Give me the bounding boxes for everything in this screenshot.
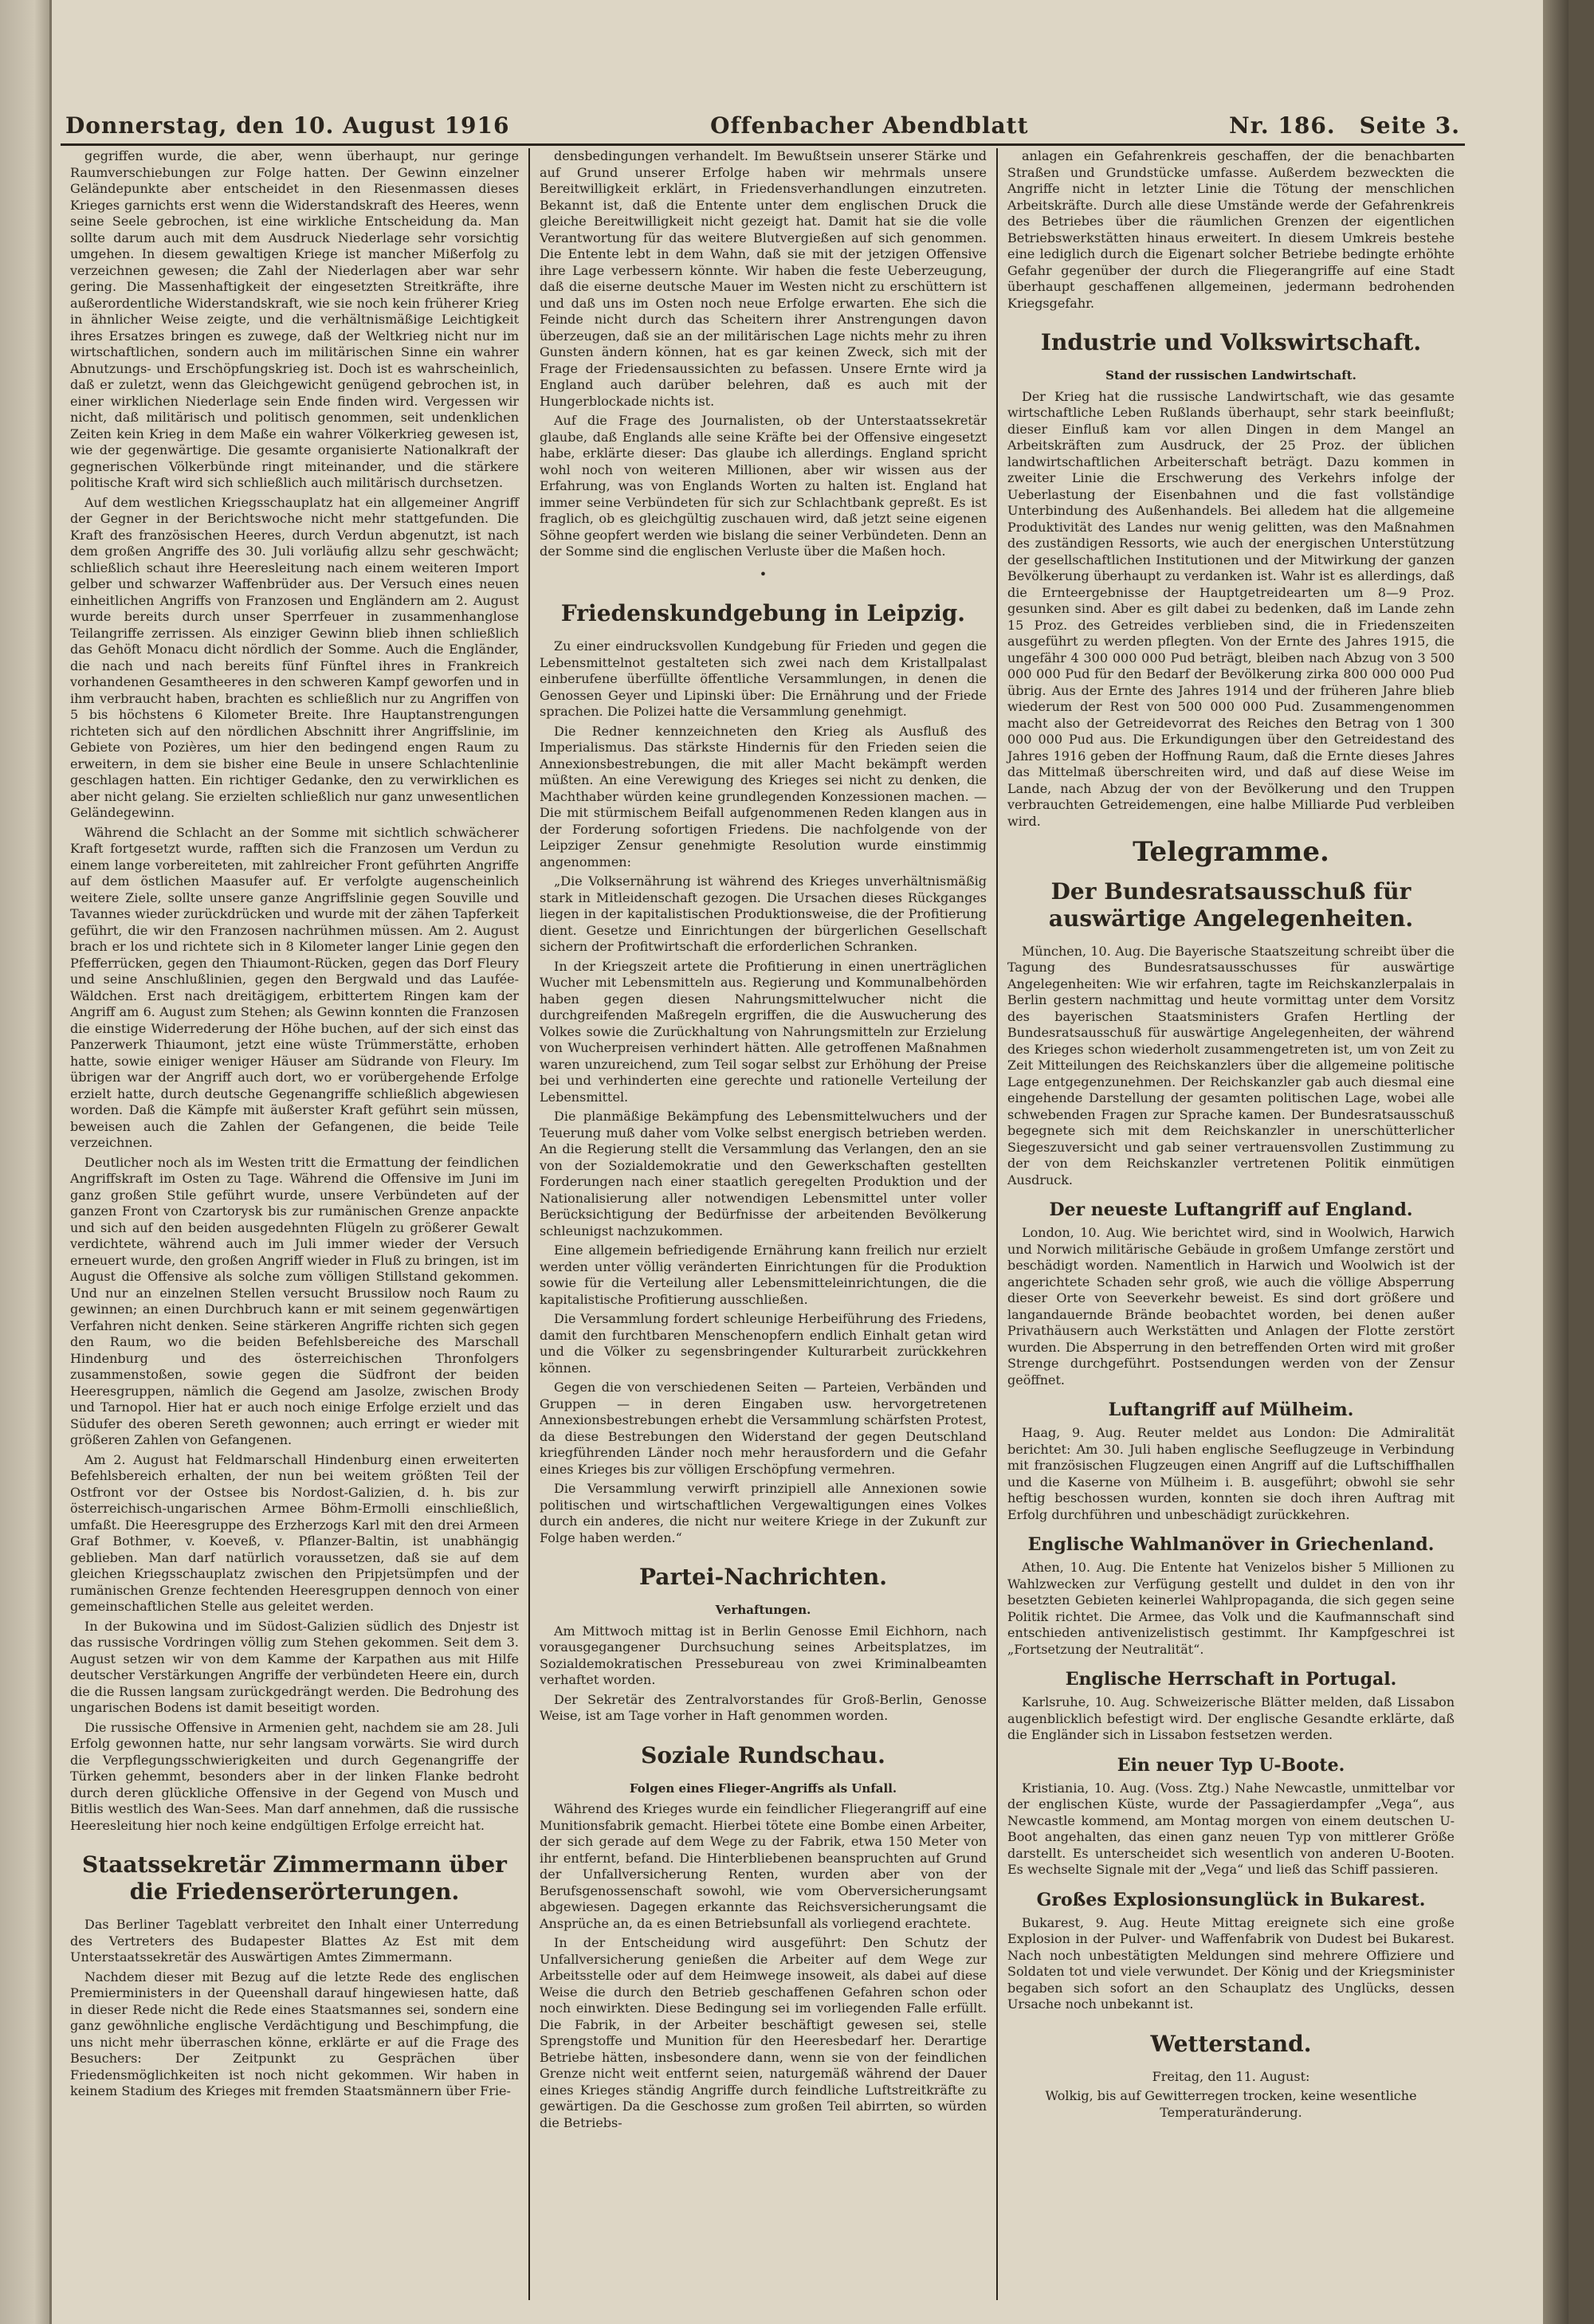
section-headline: Der Bundesratsausschuß für auswärtige Angelegenheiten. — [1048, 877, 1414, 932]
news-headline: Englische Wahlmanöver in Griechenland. — [1027, 1534, 1435, 1555]
article-paragraph: Die russische Offensive in Armenien geht, nachdem sie am 28. Juli Erfolg gewonnen hatte, nur sehr langsam vorwärts. Sie wird durch die Verpflegungsschwierigkeiten und durch Gegenangriffe der Türken gehemmt, besonders aber in der linken Flanke bedroht durch deren glückliche Offensive in der Gegend von Musch und Bitlis westlich des Wan-Sees. Man darf annehmen, daß die russische Heeresleitung hier noch keine endgültigen Erfolge erreicht hat. — [70, 1719, 519, 1833]
article-paragraph: Bukarest, 9. Aug. Heute Mittag ereignete sich eine große Explosion in der Pulver- und Waffenfabrik von Dudest bei Bukarest. Nach noch unbestätigten Meldungen sind mehrere Offiziere und Soldaten tot und viele verwundet. Der König und der Kriegsminister begaben sich sofort an den Schauplatz des Unglücks, dessen Ursache noch unbekannt ist. — [1007, 1914, 1455, 2012]
binding-strip — [0, 0, 52, 2324]
news-headline: Luftangriff auf Mülheim. — [1108, 1400, 1354, 1420]
article-paragraph: Das Berliner Tageblatt verbreitet den Inhalt einer Unterredung des Vertreters des Budapester Blattes Az Est mit dem Unterstaatssekretär des Auswärtigen Amtes Zimmermann. — [70, 1917, 519, 1965]
article-paragraph: London, 10. Aug. Wie berichtet wird, sind in Woolwich, Harwich und Norwich militärische Gebäude in großem Umfange zerstört und beschädigt worden. Namentlich in Harwich und Woolwich ist der angerichtete Schaden sehr groß, wie auch die völlige Absperrung dieser Orte von Seeverkehr beweist. Es sind dort größere und langandauernde Brände beobachtet worden, bei denen außer Privathäusern auch Werkstätten und Anlagen der Flotte zerstört wurden. Die Absperrung in den betreffenden Orten wird mit großer Strenge durchgeführt. Postsendungen werden von der Zensur geöffnet. — [1007, 1225, 1455, 1388]
article-paragraph: Auf die Frage des Journalisten, ob der Unterstaatssekretär glaube, daß Englands alle seine Kräfte bei der Offensive eingesetzt habe, erklärte dieser: Das glaube ich allerdings. England spricht wohl noch von weiteren Millionen, aber wir wissen aus der Erfahrung, was von Englands Worten zu halten ist. England hat immer seine Verbündeten für sich zur Schlachtbank gepreßt. Es ist fraglich, ob es gleichgültig zuschauen wird, daß jetzt seine eigenen Söhne geopfert werden wie bislang die seiner Verbündeten. Denn an der Somme sind die englischen Verluste über die Maßen hoch. — [540, 413, 987, 559]
page-edge-shadow — [1543, 0, 1568, 2324]
article-columns — [61, 148, 1465, 2300]
section-headline: Partei-Nachrichten. — [639, 1564, 887, 1590]
section-headline: Soziale Rundschau. — [641, 1741, 885, 1769]
article-paragraph: Haag, 9. Aug. Reuter meldet aus London: Die Admiralität berichtet: Am 30. Juli haben englische Seeflugzeuge in Verbindung mit französischen Flugzeugen einen Angriff auf die Luftschiffhallen und die Kaserne von Mülheim i. B. ausgeführt; obwohl sie sehr heftig beschossen wurden, konnten sie doch ihren Auftrag mit Erfolg durchführen und unbeschädigt zurückkehren. — [1007, 1425, 1455, 1522]
article-paragraph: Die Versammlung verwirft prinzipiell alle Annexionen sowie politischen und wirtschaftlichen Vergewaltigungen eines Volkes durch ein anderes, die nicht nur weitere Kriege in der Zukunft zur Folge haben werden.“ — [540, 1481, 987, 1545]
article-paragraph: München, 10. Aug. Die Bayerische Staatszeitung schreibt über die Tagung des Bundesratsausschusses für auswärtige Angelegenheiten: Wie wir erfahren, tagte im Reichskanzlerpalais in Berlin gestern nachmittag und heute vormittag unter dem Vorsitz des bayerischen Staatsministers Grafen Hertling der Bundesratsausschuß für auswärtige Angelegenheiten, der während des Krieges schon wiederholt zusammengetreten ist, um von Zeit zu Zeit Mitteilungen des Reichskanzlers über die allgemeine politische Lage entgegenzunehmen. Der Reichskanzler gab auch diesmal eine eingehende Darstellung der gesamten politischen Lage, wobei alle schwebenden Fragen zur Sprache kamen. Der Bundesratsausschuß begegnete sich mit dem Reichskanzler in unerschütterlicher Siegeszuversicht und gab seiner vertrauensvollen Zustimmung zu der von dem Reichskanzler vertretenen Politik einmütigen Ausdruck. — [1007, 943, 1455, 1188]
article-paragraph: Gegen die von verschiedenen Seiten — Parteien, Verbänden und Gruppen — in deren Eingaben usw. hervorgetretenen Annexionsbestrebungen erhebt die Versammlung schärfsten Protest, da diese Bestrebungen den Widerstand der gegen Deutschland kriegführenden Länder noch mehr herausfordern und die Gefahr eines Krieges bis zur völligen Erschöpfung vermehren. — [540, 1380, 987, 1477]
masthead-page: Seite 3. — [1359, 112, 1460, 139]
article-paragraph: Athen, 10. Aug. Die Entente hat Venizelos bisher 5 Millionen zu Wahlzwecken zur Verfügung gestellt und duldet in den von ihr besetzten Gebieten keinerlei Wahlpropaganda, die sich gegen seine Politik richtet. Die Armee, das Volk und die Kaufmannschaft sind entschieden antivenizelistisch gestimmt. Ihr Kampfgeschrei ist „Fortsetzung der Neutralität“. — [1007, 1560, 1455, 1657]
weather-text: Wolkig, bis auf Gewitterregen trocken, keine wesentliche Temperaturänderung. — [1045, 2088, 1417, 2120]
subheadline: Verhaftungen. — [715, 1603, 811, 1617]
subheadline: Stand der russischen Landwirtschaft. — [1105, 368, 1356, 383]
article-paragraph: Während des Krieges wurde ein feindlicher Fliegerangriff auf eine Munitionsfabrik gemacht. Hierbei tötete eine Bombe einen Arbeiter, der sich gerade auf dem Wege zu der Fabrik, etwa 150 Meter von ihr entfernt, befand. Die Hinterbliebenen beanspruchten auf Grund der Unfallversicherung Renten, wurden aber von der Berufsgenossenschaft sowohl, wie vom Oberversicherungsamt abgewiesen. Dagegen erkannte das Reichsversicherungsamt die Ansprüche an, da es einen Betriebsunfall als vorliegend erachtete. — [540, 1801, 987, 1931]
article-paragraph: Karlsruhe, 10. Aug. Schweizerische Blätter melden, daß Lissabon augenblicklich befestigt wird. Der englische Gesandte erklärte, daß die Engländer sich in Lissabon festsetzen werden. — [1007, 1694, 1455, 1742]
article-paragraph: Am 2. August hat Feldmarschall Hindenburg einen erweiterten Befehlsbereich erhalten, der nun bei weitem größten Teil der Ostfront vor der Ostsee bis Nordost-Galizien, d. h. bis zur österreichisch-ungarischen Armee Böhm-Ermolli einschließlich, umfaßt. Die Heeresgruppe des Erzherzogs Karl mit den drei Armeen Graf Bothmer, v. Koeveß, v. Pflanzer-Baltin, ist unabhängig geblieben. Man darf natürlich voraussetzen, daß sie auf dem gleichen Kriegsschauplatz zwischen den Pripjetsümpfen und der rumänischen Grenze fechtenden Heeresgruppen dennoch von einer gemeinschaftlichen Stelle aus geleitet werden. — [70, 1451, 519, 1614]
column-2 — [528, 148, 996, 2300]
article-paragraph: Deutlicher noch als im Westen tritt die Ermattung der feindlichen Angriffskraft im Osten zu Tage. Während die Offensive im Juni im ganz großen Stile geführt wurde, unsere Verbündeten auf der ganzen Front von Czartorysk bis zur rumänischen Grenze anpackte und sich auf den beiden ausgedehnten Flügeln zu größerer Gewalt verdichtete, während auch im Juli immer wieder der Versuch erneuert wurde, den großen Angriff wieder in Fluß zu bringen, ist im August die Offensive als solche zum völligen Stillstand gekommen. Und nur an einzelnen Stellen versucht Brussilow noch Raum zu gewinnen; an einen Durchbruch kann er mit seinem gegenwärtigen Verfahren nicht denken. Seine stärkeren Angriffe richten sich gegen den Raum, wo die beiden Befehlsbereiche des Marschall Hindenburg und des österreichischen Thronfolgers zusammenstoßen, sowie gegen die Südfront der beiden Heeresgruppen, nämlich die Gegend am Jasolze, zwischen Brody und Tarnopol. Hier hat er auch noch einige Erfolge erzielt und das Südufer des oberen Sereth gewonnen; auch erringt er wieder mit größeren Zahlen von Gefangenen. — [70, 1154, 519, 1447]
article-paragraph: In der Entscheidung wird ausgeführt: Den Schutz der Unfallversicherung genießen die Arbeiter auf dem Wege zur Arbeitsstelle oder auf dem Heimwege insoweit, als dabei auf diese Weise die durch den Betrieb geschaffenen Gefahren schon oder noch einwirkten. Diese Bedingung sei im vorliegenden Falle erfüllt. Die Fabrik, in der Arbeiter beschäftigt gewesen sei, stelle Sprengstoffe und Munition für den Heeresbedarf her. Derartige Betriebe hätten, insbesondere dann, wenn sie von der feindlichen Grenze nicht weit entfernt seien, naturgemäß während der Dauer eines Krieges ständig Angriffe durch feindliche Luftstreitkräfte zu gewärtigen. Da die Geschosse zum großen Teil abirrten, so würden die Betriebs- — [540, 1935, 987, 2130]
page-content — [61, 102, 1465, 2130]
article-paragraph: Eine allgemein befriedigende Ernährung kann freilich nur erzielt werden unter völlig veränderten Einrichtungen für die Produktion sowie für die Verteilung aller Lebensmitteleinrichtungen, die die kapitalistische Profitierung ausschließen. — [540, 1242, 987, 1307]
section-title: Telegramme. — [1133, 836, 1329, 868]
article-paragraph: „Die Volksernährung ist während des Krieges unverhältnismäßig stark in Mitleidenschaft gezogen. Die Ursachen dieses Rückganges liegen in der kapitalistischen Produktionsweise, die der Profitierung dient. Gesetze und Einrichtungen der bürgerlichen Gesellschaft sichern der Profitwirtschaft die erforderlichen Schranken. — [540, 873, 987, 954]
article-paragraph: Die planmäßige Bekämpfung des Lebensmittelwuchers und der Teuerung muß daher vom Volke selbst energisch betrieben werden. An die Regierung stellt die Versammlung das Verlangen, den an sie von der Sozialdemokratie und den Gewerkschaften gestellten Forderungen nach einer staatlich geregelten Produktion und der Nationalisierung aller notwendigen Lebensmittel unter voller Berücksichtigung der Bedürfnisse der arbeitenden Bevölkerung schleunigst nachzukommen. — [540, 1109, 987, 1239]
section-headline: Wetterstand. — [1150, 2030, 1312, 2057]
section-headline: Friedenskundgebung in Leipzig. — [560, 600, 966, 626]
subheadline: Folgen eines Flieger-Angriffs als Unfall. — [629, 1780, 897, 1796]
article-paragraph: Nachdem dieser mit Bezug auf die letzte Rede des englischen Premierministers in der Queenshall darauf hingewiesen hatte, daß in dieser Rede nicht die Rede eines Staatsmannes sei, sondern eine ganz gewöhnliche englische Verdächtigung und Beschimpfung, die uns nicht mehr überraschen könne, erklärte er auf die Frage des Besuchers: Der Zeitpunkt zu Gesprächen über Friedensmöglichkeiten ist noch nicht gekommen. Wir haben in keinem Stadium des Krieges mit fremden Staatsmännern über Frie- — [70, 1969, 519, 2098]
article-paragraph: Kristiania, 10. Aug. (Voss. Ztg.) Nahe Newcastle, unmittelbar vor der englischen Küste, wurde der Passagierdampfer „Vega“, aus Newcastle kommend, am Montag morgen von einem deutschen U-Boot angehalten, das einen ganz neuen Typ von mittlerer Größe darstellt. Es unterscheidet sich wesentlich von anderen U-Booten. Es wechselte Signale mit der „Vega“ und ließ das Schiff passieren. — [1007, 1780, 1455, 1877]
article-paragraph: Der Sekretär des Zentralvorstandes für Groß-Berlin, Genosse Weise, ist am Tage vorher in Haft genommen worden. — [540, 1691, 987, 1723]
article-paragraph: densbedingungen verhandelt. Im Bewußtsein unserer Stärke und auf Grund unserer Erfolge haben wir mehrmals unsere Bereitwilligkeit erklärt, in Friedensverhandlungen einzutreten. Bekannt ist, daß die Entente unter dem englischen Druck die gleiche Bereitwilligkeit nicht gezeigt hat. Damit hat sie die volle Verantwortung für das weitere Blutvergießen auf sich genommen. Die Entente lebt in dem Wahn, daß sie mit der jetzigen Offensive ihre Lage verbessern könnte. Wir haben die feste Ueberzeugung, daß die eiserne deutsche Mauer im Westen nicht zu erschüttern ist und daß uns im Osten noch neue Erfolge erwarten. Ehe sich die Feinde nicht durch das Scheitern ihrer Anstrengungen davon überzeugen, daß sie an der militärischen Lage nichts mehr zu ihren Gunsten ändern können, hat es gar keinen Zweck, sich mit der Frage der Friedensaussichten zu befassen. Unsere Ernte wird ja England auch darüber belehren, daß es auch mit der Hungerblockade nichts ist. — [540, 148, 987, 409]
news-headline: Der neueste Luftangriff auf England. — [1049, 1199, 1413, 1220]
section-headline: Staatssekretär Zimmermann über die Friedenserörterungen. — [82, 1851, 507, 1905]
masthead-right — [1229, 112, 1460, 139]
masthead-issue: Nr. 186. — [1229, 112, 1336, 139]
news-headline: Englische Herrschaft in Portugal. — [1065, 1669, 1397, 1690]
article-paragraph: Am Mittwoch mittag ist in Berlin Genosse Emil Eichhorn, nach vorausgegangener Durchsuchung seines Arbeitsplatzes, im Sozialdemokratischen Pressebureau von zwei Kriminalbeamten verhaftet worden. — [540, 1623, 987, 1687]
article-paragraph: In der Kriegszeit artete die Profitierung in einen unerträglichen Wucher mit Lebensmitteln aus. Regierung und Kommunalbehörden haben gegen diesen Nahrungsmittelwucher nicht die durchgreifenden Maßregeln ergriffen, die die Auswucherung des Volkes sowie die Zurückhaltung von Nahrungsmitteln zur Erzielung von Wucherpreisen verhindert hätten. Alle getroffenen Maßnahmen waren unzureichend, zum Teil sogar selbst zur Erhöhung der Preise bei und verhinderten eine gerechte und rationelle Verteilung der Lebensmittel. — [540, 958, 987, 1105]
column-1 — [61, 148, 528, 2300]
article-paragraph: anlagen ein Gefahrenkreis geschaffen, der die benachbarten Straßen und Grundstücke umfasse. Außerdem bezweckten die Angriffe nicht in letzter Linie die Tötung der menschlichen Arbeitskräfte. Durch alle diese Umstände werde der Gefahrenkreis des Betriebes über die räumlichen Grenzen der eigentlichen Betriebswerkstätten hinaus erweitert. In diesem Umkreis bestehe eine lediglich durch die Eigenart solcher Betriebe bedingte erhöhte Gefahr gegenüber der durch die Fliegerangriffe auf eine Stadt überhaupt geschaffenen allgemeinen, jedermann bedrohenden Kriegsgefahr. — [1007, 148, 1455, 311]
weather-text: Freitag, den 11. August: — [1152, 2068, 1310, 2084]
article-paragraph: gegriffen wurde, die aber, wenn überhaupt, nur geringe Raumverschiebungen zur Folge hatten. Der Gewinn einzelner Geländepunkte aber entscheidet in den Riesenmassen dieses Krieges garnichts erst wenn die Widerstandskraft des Heeres, wenn seine Seele gebrochen, ist eine wirkliche Entscheidung da. Man sollte darum auch mit dem Ausdruck Niederlage sehr vorsichtig umgehen. In diesem gewaltigen Kriege ist mancher Mißerfolg zu verzeichnen gewesen; die Zahl der Niederlagen aber war sehr gering. Die Massenhaftigkeit der eingesetzten Streitkräfte, ihre außerordentliche Widerstandskraft, wie sie noch kein früherer Krieg in ähnlicher Weise zeigte, und die verhältnismäßige Leichtigkeit ihres Ersatzes bringen es zuwege, daß der Weltkrieg nicht nur im wirtschaftlichen, sondern auch im militärischen Sinne ein wahrer Abnutzungs- und Erschöpfungskrieg ist. Doch ist es wahrscheinlich, daß er zuletzt, wenn das Gleichgewicht genügend gebrochen ist, in einer wirklichen Niederlage sein Ende finden wird. Vergessen wir nicht, daß militärisch und politisch genommen, seit undenklichen Zeiten kein Krieg in dem Maße ein wahrer Völkerkrieg gewesen ist, wie der gegenwärtige. Die gesamte organisierte Nationalkraft der gegnerischen Völkerbünde ringt miteinander, und die stärkere politische Kraft wird sich schließlich auch militärisch durchsetzen. — [70, 148, 519, 490]
news-headline: Großes Explosionsunglück in Bukarest. — [1036, 1889, 1426, 1910]
masthead-date: Donnerstag, den 10. August 1916 — [65, 112, 510, 139]
article-paragraph: Die Versammlung fordert schleunige Herbeiführung des Friedens, damit den furchtbaren Menschenopfern endlich Einhalt getan wird und die Völker zu segensbringender Kulturarbeit zurückkehren können. — [540, 1311, 987, 1376]
article-paragraph: Während die Schlacht an der Somme mit sichtlich schwächerer Kraft fortgesetzt wurde, rafften sich die Franzosen um Verdun zu einem lange vorbereiteten, mit zahlreicher Front geführten Angriffe auf dem östlichen Maasufer auf. Er verfolgte augenscheinlich weitere Ziele, sollte unsere ganze Angriffslinie gegen Souville und Tavannes wieder zurückdrücken und wurde mit der zähen Tapferkeit geführt, die wir den Franzosen nachrühmen müssen. Am 2. August brach er los und richtete sich in 8 Kilometer langer Linie gegen den Pfefferrücken, gegen den Thiaumont-Rücken, gegen das Dorf Fleury und seine Anschlußlinien, gegen den Bergwald und das Laufée-Wäldchen. Erst nach dreitägigem, erbittertem Ringen kam der Angriff am 6. August zum Stehen; als Gewinn konnten die Franzosen die einstige Widerrederung der Höhe buchen, auf der sich einst das Panzerwerk Thiaumont, jetzt eine wüste Trümmerstätte, erhoben hatte, sowie einiger weniger Häuser am Südrande von Fleury. Im übrigen war der Angriff auch dort, wo er vorübergehende Erfolge erzielt hatte, durch deutsche Gegenangriffe schließlich abgewiesen worden. Daß die Kämpfe mit äußerster Kraft geführt sein müssen, beweisen auch die Zahlen der Gefangenen, die beide Teile verzeichnen. — [70, 824, 519, 1150]
news-headline: Ein neuer Typ U-Boote. — [1117, 1754, 1345, 1776]
masthead — [61, 102, 1465, 146]
article-paragraph: Auf dem westlichen Kriegsschauplatz hat ein allgemeiner Angriff der Gegner in der Berichtswoche nicht mehr stattgefunden. Die Kraft des französischen Heeres, durch Verdun abgenutzt, ist nach dem großen Angriffe des 30. Juli vorläufig allzu sehr geschwächt; schließlich schaut ihre Heeresleitung nach einem weiteren Import gelber und schwarzer Waffenbrüder aus. Der Versuch eines neuen einheitlichen Angriffs von Franzosen und Engländern am 2. August wurde bereits durch unser Sperrfeuer in zusammenhanglose Teilangriffe zerrissen. Als einziger Gewinn blieb ihnen schließlich das Gehöft Monacu dicht nördlich der Somme. Auch die Engländer, die nach und nach bereits fünf Fünftel ihres in Frankreich vorhandenen Gesamtheeres in den schweren Kampf geworfen und in ihm verbraucht haben, brachten es schließlich nur zu Angriffen von 5 bis höchstens 6 Kilometer Breite. Ihre Hauptanstrengungen richteten sich auf den nördlichen Abschnitt ihrer Angriffslinie, im Gebiete von Pozières, um hier den bedingend engen Raum zu erweitern, in dem sie bisher eine Beule in unsere Schlachtenlinie geschlagen hatten. Ein richtiger Gedanke, den zu verwirklichen es aber nicht gelang. Sie erzielten schließlich nur ganz unwesentlichen Geländegewinn. — [70, 494, 519, 820]
article-paragraph: Die Redner kennzeichneten den Krieg als Ausfluß des Imperialismus. Das stärkste Hindernis für den Frieden seien die Annexionsbestrebungen, die mit aller Macht bekämpft werden müßten. An eine Verewigung des Krieges sei nicht zu denken, die Machthaber würden keine grundlegenden Konzessionen machen. — Die mit stürmischem Beifall aufgenommenen Reden klangen aus in der Forderung sofortigen Friedens. Die nachfolgende von der Leipziger Zensur genehmigte Resolution wurde einstimmig angenommen: — [540, 723, 987, 870]
article-paragraph: In der Bukowina und im Südost-Galizien südlich des Dnjestr ist das russische Vordringen völlig zum Stehen gekommen. Seit dem 3. August setzen wir von dem Kamme der Karpathen aus mit Hilfe deutscher Verstärkungen Angriffe der verbündeten Heere ein, durch die die Russen langsam zurückgedrängt werden. Die Bedrohung des ungarischen Bodens ist damit beseitigt worden. — [70, 1618, 519, 1715]
section-headline: Industrie und Volkswirtschaft. — [1040, 329, 1422, 355]
article-paragraph: Zu einer eindrucksvollen Kundgebung für Frieden und gegen die Lebensmittelnot gestalteten sich zwei nach dem Kristallpalast einberufene überfüllte öffentliche Versammlungen, in denen die Genossen Geyer und Lipinski über: Die Ernährung und der Friede sprachen. Die Polizei hatte die Versammlung genehmigt. — [540, 638, 987, 719]
article-paragraph: Der Krieg hat die russische Landwirtschaft, wie das gesamte wirtschaftliche Leben Rußlands überhaupt, sehr stark beeinflußt; dieser Einfluß kam vor allen Dingen in dem Mangel an Arbeitskräften zum Ausdruck, der 25 Proz. der üblichen landwirtschaftlichen Arbeiterschaft beträgt. Dazu kommen in zweiter Linie die Erschwerung des Verkehrs infolge der Ueberlastung der Eisenbahnen und die fast vollständige Unterbindung des Außenhandels. Bei alledem hat die allgemeine Produktivität des Landes nur wenig gelitten, was den Maßnahmen des zuständigen Ressorts, wie auch der energischen Unterstützung der gesellschaftlichen Institutionen und der Mitwirkung der ganzen Bevölkerung überhaupt zu verdanken ist. Wahr ist es allerdings, daß die Ernteergebnisse der Hauptgetreidearten um 8—9 Proz. gesunken sind. Aber es gilt dabei zu bedenken, daß im Lande zehn 15 Proz. des Getreides verblieben sind, die in Friedenszeiten ausgeführt zu werden pflegten. Von der Ernte des Jahres 1915, die ungefähr 4 300 000 000 Pud beträgt, bleiben nach Abzug von 3 500 000 000 Pud für den Bedarf der Bevölkerung zirka 800 000 000 Pud übrig. Aus der Ernte des Jahres 1914 und der früheren Jahre blieb wiederum der Rest von 500 000 000 Pud. Zusammengenommen macht also der Getreidevorrat des Reiches den Betrag von 1 300 000 000 Pud aus. Die Erkundigungen über den Getreidestand des Jahres 1916 geben der Hoffnung Raum, daß die Ernte dieses Jahres das Mittelmaß überschreiten wird, und daß auf diese Weise im Lande, nach Abzug der von der Bevölkerung und den Truppen verbrauchten Getreidemengen, eine halbe Milliarde Pud verbleiben wird. — [1007, 388, 1455, 829]
masthead-paper-name: Offenbacher Abendblatt — [710, 112, 1029, 139]
column-3 — [996, 148, 1464, 2300]
section-separator: • — [759, 566, 768, 582]
